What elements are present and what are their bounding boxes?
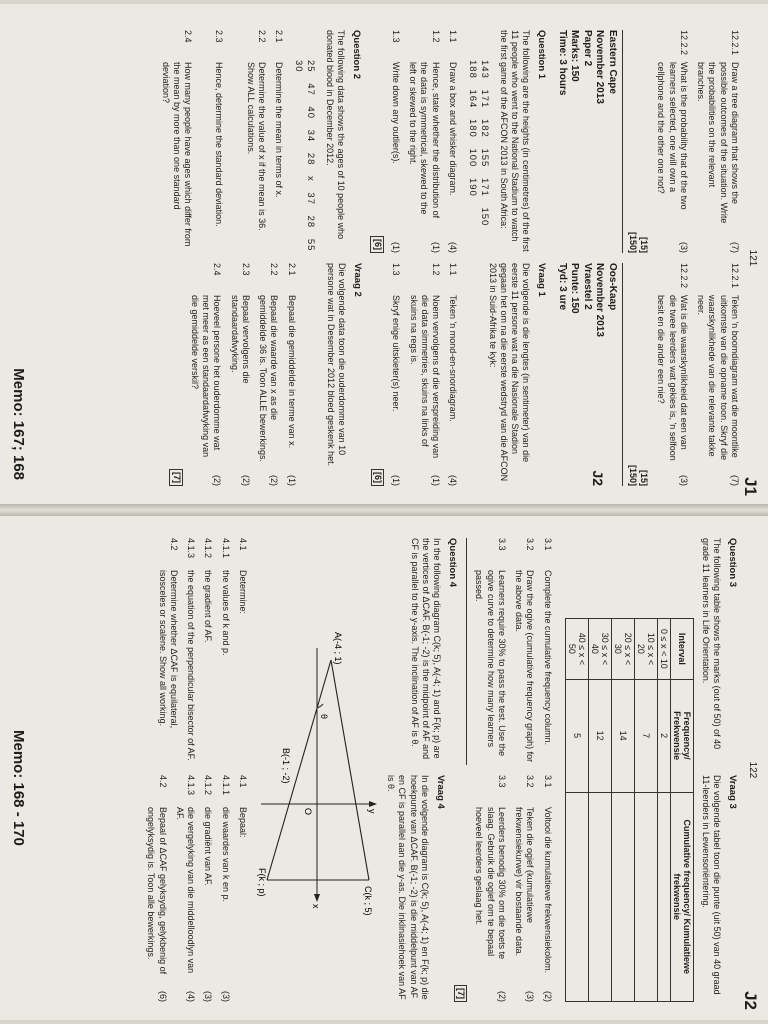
- side-AF: [267, 660, 331, 880]
- table-row: 20 ≤ x < 30 14: [611, 619, 634, 1002]
- table-header: Frequency/ Frekwensie: [670, 679, 693, 792]
- memo-reference: Memo: 167; 168: [10, 368, 27, 480]
- question-3-2: 3.2 Draw the ogive (cumulative frequency graph) for the above data.: [514, 538, 536, 763]
- table-row: 40 ≤ x < 50 5: [565, 619, 588, 1002]
- section-tag: J2: [589, 470, 606, 486]
- vraag-4-title: Vraag 4: [434, 775, 446, 809]
- question-2-title: Question 2: [351, 30, 363, 80]
- question-4-2: 4.2 Determine whether ΔCAF is equilateral, isosceles or scalene. Show all working.: [157, 538, 179, 729]
- paper-header: Eastern Cape November 2013 Paper 2 Marks: 150 Time: 3 hours: [556, 30, 618, 104]
- height-data: 143 171 182 155 171 150 188 164 180 100 190: [466, 60, 490, 227]
- question-1-1: 1.1 Draw a box and whisker diagram. (4): [447, 30, 458, 253]
- vraag-4-2: 4.2 Bepaal of ΔCAF gelyksydig, gelykbenig of ongelyksydig is. Toon alle bewerkings. (6): [146, 775, 168, 1002]
- point-B-label: B(-1 ; -2): [281, 748, 291, 784]
- question-2-3: 2.3 Hence, determine the standard deviation.: [214, 30, 225, 227]
- triangle-diagram: [254, 628, 379, 1002]
- total: [150]: [628, 464, 638, 486]
- vraag-1-title: Vraag 1: [536, 263, 548, 297]
- question-2-1: 2.1 Determine the mean in terms of x.: [274, 30, 285, 198]
- section-tag: J1: [741, 477, 760, 496]
- point-A-label: A(-4 ; 1): [333, 632, 343, 665]
- vraag-3-2: 3.2 Teken die ogief (kumulatiewe frekwensiekurwe) vir bostaande data. (3): [514, 775, 536, 1002]
- question-12-2-2: 12.2.2 What is the probability that of the two learners selected, one will own a cellphone and the other one not? (3): [656, 30, 689, 253]
- point-C-label: C(k ; 5): [363, 886, 373, 916]
- vraag-1-1: 1.1 Teken 'n mond-en-snordiagram. (4): [448, 263, 459, 486]
- question-1-intro: The following are the heights (in centimetres) of the first 11 people who went to the National Stadium to watch the first game of the AFCON 2013 in South Africa:: [498, 30, 532, 252]
- vraag-2-2: 2.2 Bepaal die waarde van x as die gemiddelde 36 is. Toon ALLE bewerkings. (2): [258, 263, 280, 486]
- question-4-title: Question 4: [447, 538, 459, 588]
- question-3-1: 3.1 Complete the cumulative frequency column.: [542, 538, 553, 746]
- vraag-1-intro: Die volgende is die lengtes (in sentimeter) van die eerste 11 persone wat na die Nasionale Stadion gegaan het om na die eerste wedstryd van die AFCON 2013 in Suid-Afrika te kyk:: [487, 263, 532, 482]
- page-121: [0, 4, 768, 504]
- afrikaans-column: [700, 775, 746, 1002]
- table-header: Interval: [670, 619, 693, 680]
- vraag-2-intro: Die volgende data toon die ouderdomme van 10 persone wat in Desember 2012 bloed geskenk het.: [325, 263, 348, 467]
- total: [7]: [170, 469, 183, 486]
- vraag-2-title: Vraag 2: [352, 263, 363, 297]
- frequency-table: [565, 618, 694, 1002]
- vraag-4-1-3: 4.1.3 die vergelyking van die middelloodlyn van AF. (4): [175, 775, 197, 1002]
- question-1-title: Question 1: [536, 30, 548, 80]
- question-4-1-3: 4.1.3 the equation of the perpendicular bisector of AF.: [186, 538, 197, 761]
- total: [15]: [639, 469, 650, 486]
- page-number: 121: [747, 249, 758, 267]
- table-row: 0 ≤ x < 10 2: [657, 619, 670, 1002]
- question-3-title: Question 3: [727, 538, 738, 588]
- table-row: 10 ≤ x < 20 7: [634, 619, 657, 1002]
- total: [6]: [370, 236, 383, 253]
- vraag-1-3: 1.3 Skryf enige uitskieter(s) neer. (1): [391, 263, 402, 486]
- question-1-2: 1.2 Hence, state whether the distribution of the data is symmetrical, skewed to the left or skewed to the right. (1): [408, 30, 441, 253]
- question-4-1-1: 4.1.1 the values of k and p.: [220, 538, 231, 656]
- total: [6]: [371, 469, 384, 486]
- vraag-3-intro: Die volgende tabel toon die punte (uit 50) van 40 graad 11-leerders in Lewensoriëntering.: [700, 775, 723, 995]
- afrikaans-column: [154, 263, 747, 486]
- y-axis-label: y: [367, 809, 377, 814]
- theta-label: θ: [319, 714, 329, 720]
- vraag-2-4: 2.4 Hoeveel persone het ouderdomme wat met meer as een standaardafwyking van die gemiddelde verskil? (2): [190, 263, 223, 486]
- vraag-2-3: 2.3 Bepaal vervolgens die standaardafwyking. (2): [229, 263, 251, 486]
- point-F-label: F(k ; p): [257, 868, 267, 897]
- origin-label: O: [303, 808, 313, 816]
- vraag-12-2-2: 12.2.2 Wat is die waarskynlikheid dat een van die twee leerders wat gekies is, 'n selfoon besit en die ander een nie? (3): [656, 263, 689, 486]
- question-2-4: 2.4 How many people have ages which differ from the mean by more than one standard deviation?: [160, 30, 194, 247]
- vraag-4-1-1: 4.1.1 die waardes van k en p. (3): [220, 775, 231, 1002]
- english-column: [154, 30, 747, 253]
- question-12-2-1: 12.2.1 Draw a tree diagram that shows the possible outcomes of the situation. Write the probabilities on the relevant branches. (7): [696, 30, 740, 253]
- age-data: 25 47 40 34 28 x 37 28 55 30: [293, 60, 316, 252]
- book-gutter: [0, 504, 768, 516]
- question-1-3: 1.3 Write down any outlier(s). (1): [390, 30, 401, 253]
- page-number: 122: [747, 761, 758, 779]
- total: [15]: [639, 236, 650, 253]
- question-4-intro: In the following diagram C(k; 5), A(-4; 1) and F(k; p) are the vertices of ΔCAF. B(-1; -2) is the midpoint of AF and CF is parallel to the y-axis. The inclination of AF is θ.: [409, 538, 443, 760]
- question-2-intro: The following data shows the ages of 10 people who donated blood in December 2012.: [325, 30, 347, 240]
- x-axis-label: x: [311, 904, 321, 909]
- table-row: 30 ≤ x < 40 12: [588, 619, 611, 1002]
- table-header: Cumulative frequency/ Kumulatiewe frekwensie: [670, 792, 693, 1001]
- total: [7]: [454, 985, 467, 1002]
- vraag-3-title: Vraag 3: [727, 775, 738, 809]
- vraag-4-1: 4.1 Bepaal:: [238, 775, 248, 838]
- english-column: [700, 538, 746, 765]
- question-4-1-2: 4.1.2 the gradient of AF.: [203, 538, 214, 643]
- question-4-1: 4.1 Determine:: [238, 538, 248, 615]
- vraag-4-intro: In die volgende diagram is C(k; 5), A(-4; 1) en F(k; p) die hoekpunte van ΔCAF. B(-1; -2) is die middelpunt van AF en CF is parallel aan die y-as. Die inklinasiehoek van AF is θ.: [386, 775, 430, 1000]
- total: [150]: [628, 231, 638, 253]
- memo-reference: Memo: 168 - 170: [10, 730, 27, 846]
- vraag-12-2-1: 12.2.1 Teken 'n boomdiagram wat die moontlike uitkomste van die opname toon. Skryf die waarskynlikhede van die relevante takke neer. (7): [696, 263, 740, 486]
- section-tag: J2: [741, 991, 760, 1010]
- question-2-2: 2.2 Determine the value of x if the mean is 36. Show ALL calculations.: [245, 30, 267, 231]
- side-AC: [331, 660, 369, 880]
- question-3-intro: The following table shows the marks (out of 50) of 40 grade 11 learners in Life Orientation.: [700, 538, 723, 750]
- question-3-3: 3.3 Learners require 30% to pass the test. Use the ogive curve to determine how many learners passed.: [474, 538, 507, 757]
- page-122: [0, 516, 768, 1020]
- vraag-2-1: 2.1 Bepaal die gemiddelde in terme van x. (1): [286, 263, 297, 486]
- vraag-1-2: 1.2 Noem vervolgens of die verspreiding van die data simmetries, skuins na links of skuins na regs is. (1): [408, 263, 442, 486]
- vraag-3-3: 3.3 Leerders benodig 30% om die toets te slaag. Gebruik die ogief om te bepaal hoeveel leerders geslaag het. (2): [474, 775, 507, 1002]
- vraag-3-1: 3.1 Voltooi die kumulatiewe frekwensiekolom. (2): [542, 775, 553, 1002]
- vraag-4-1-2: 4.1.2 die gradiënt van AF. (3): [203, 775, 214, 1002]
- paper-header: Oos-Kaap November 2013 Vraestel 2 Punte: 150 Tyd: 3 ure J2: [556, 263, 618, 486]
